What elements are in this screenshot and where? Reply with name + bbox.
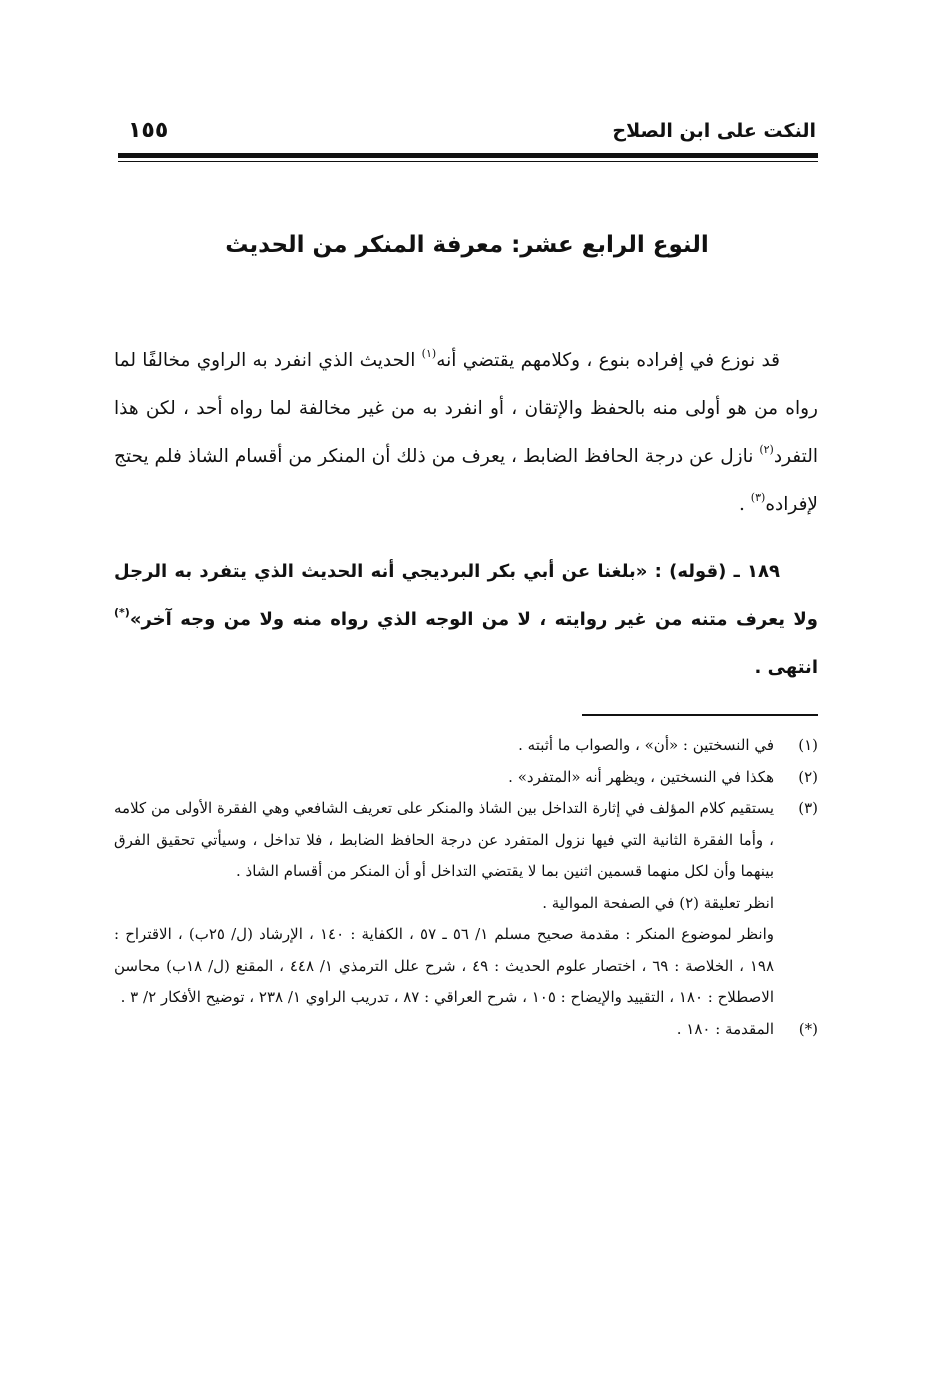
header-rule bbox=[118, 153, 818, 158]
footnote-text: المقدمة : ١٨٠ . bbox=[676, 1019, 774, 1038]
footnote-mark: (١) bbox=[798, 736, 818, 754]
paragraph-text: انتهى . bbox=[754, 657, 818, 678]
footnote-text: في النسختين : «أن» ، والصواب ما أثبته . bbox=[518, 736, 774, 754]
header-rule-thin bbox=[118, 161, 818, 162]
book-title: النكت على ابن الصلاح bbox=[612, 120, 816, 142]
footnote-text: انظر تعليقة (٢) في الصفحة الموالية . bbox=[542, 893, 774, 912]
chapter-title: النوع الرابع عشر: معرفة المنكر من الحديث bbox=[225, 232, 709, 258]
footnote-mark: (*) bbox=[798, 1019, 818, 1038]
footnote-3 bbox=[114, 793, 818, 1014]
footnote-ref-3: (٣) bbox=[750, 491, 766, 504]
body-paragraph-1 bbox=[114, 337, 818, 529]
paragraph-text: . bbox=[739, 494, 751, 515]
footnote-ref-star: (*) bbox=[114, 606, 130, 619]
body-paragraph-2 bbox=[114, 548, 818, 692]
footnote-mark: (٣) bbox=[798, 799, 818, 817]
footnote-separator bbox=[582, 714, 818, 716]
paragraph-text: ١٨٩ ـ (قوله) : «بلغنا عن أبي بكر البرديجي أنه الحديث الذي يتفرد به الرجل ولا يعرف متنه من غير روايته ، لا من الوجه الذي رواه منه ولا من وجه آخر» bbox=[114, 561, 818, 630]
footnote-star bbox=[114, 1014, 818, 1046]
footnote-1 bbox=[114, 730, 818, 762]
footnote-ref-2: (٢) bbox=[759, 443, 774, 456]
paragraph-text: قد نوزع في إفراده بنوع ، وكلامهم يقتضي أنه bbox=[436, 350, 781, 371]
footnotes bbox=[114, 730, 818, 1045]
footnote-ref-1: (١) bbox=[421, 347, 437, 360]
page-number: ١٥٥ bbox=[128, 118, 169, 143]
footnote-text: وانظر لموضوع المنكر : مقدمة صحيح مسلم ١/ ٥٦ ـ ٥٧ ، الكفاية : ١٤٠ ، الإرشاد (ل/ ٢٥ب) ، الاقتراح : ١٩٨ ، الخلاصة : ٦٩ ، اختصار علوم الحديث : ٤٩ ، شرح علل الترمذي ١/ ٤٤٨ ، المقنع (ل/ ١٨ب) محاسن الاصطلاح : ١٨٠ ، التقييد والإيضاح : ١٠٥ ، شرح العراقي : ٨٧ ، تدريب الراوي ١/ ٢٣٨ ، توضيح الأفكار ٢/ ٣ . bbox=[114, 925, 774, 1006]
paragraph-text: الحديث الذي انفرد به الراوي مخالفًا لما رواه من هو أولى منه بالحفظ والإتقان ، أو انفرد به من غير مخالفة لما رواه أحد ، لكن هذا التفرد bbox=[114, 350, 818, 467]
paragraph-text: نازل عن درجة الحافظ الضابط ، يعرف من ذلك أن المنكر من أقسام الشاذ فلم يحتج لإفراده bbox=[114, 446, 818, 515]
footnote-text: هكذا في النسختين ، ويظهر أنه «المتفرد» . bbox=[508, 767, 774, 786]
running-header bbox=[118, 118, 816, 158]
footnote-2 bbox=[114, 762, 818, 794]
footnote-mark: (٢) bbox=[798, 767, 818, 786]
footnote-text: يستقيم كلام المؤلف في إثارة التداخل بين الشاذ والمنكر على تعريف الشافعي وهي الفقرة الأولى من كلامه ، وأما الفقرة الثانية التي فيها نزول المتفرد عن درجة الحافظ الضابط ، فلا تداخل ، وسيأتي تحقيق الفرق بينهما وأن لكل منهما قسمين اثنين بما لا يقتضي التداخل أو أن المنكر من أقسام الشاذ . bbox=[114, 799, 774, 880]
